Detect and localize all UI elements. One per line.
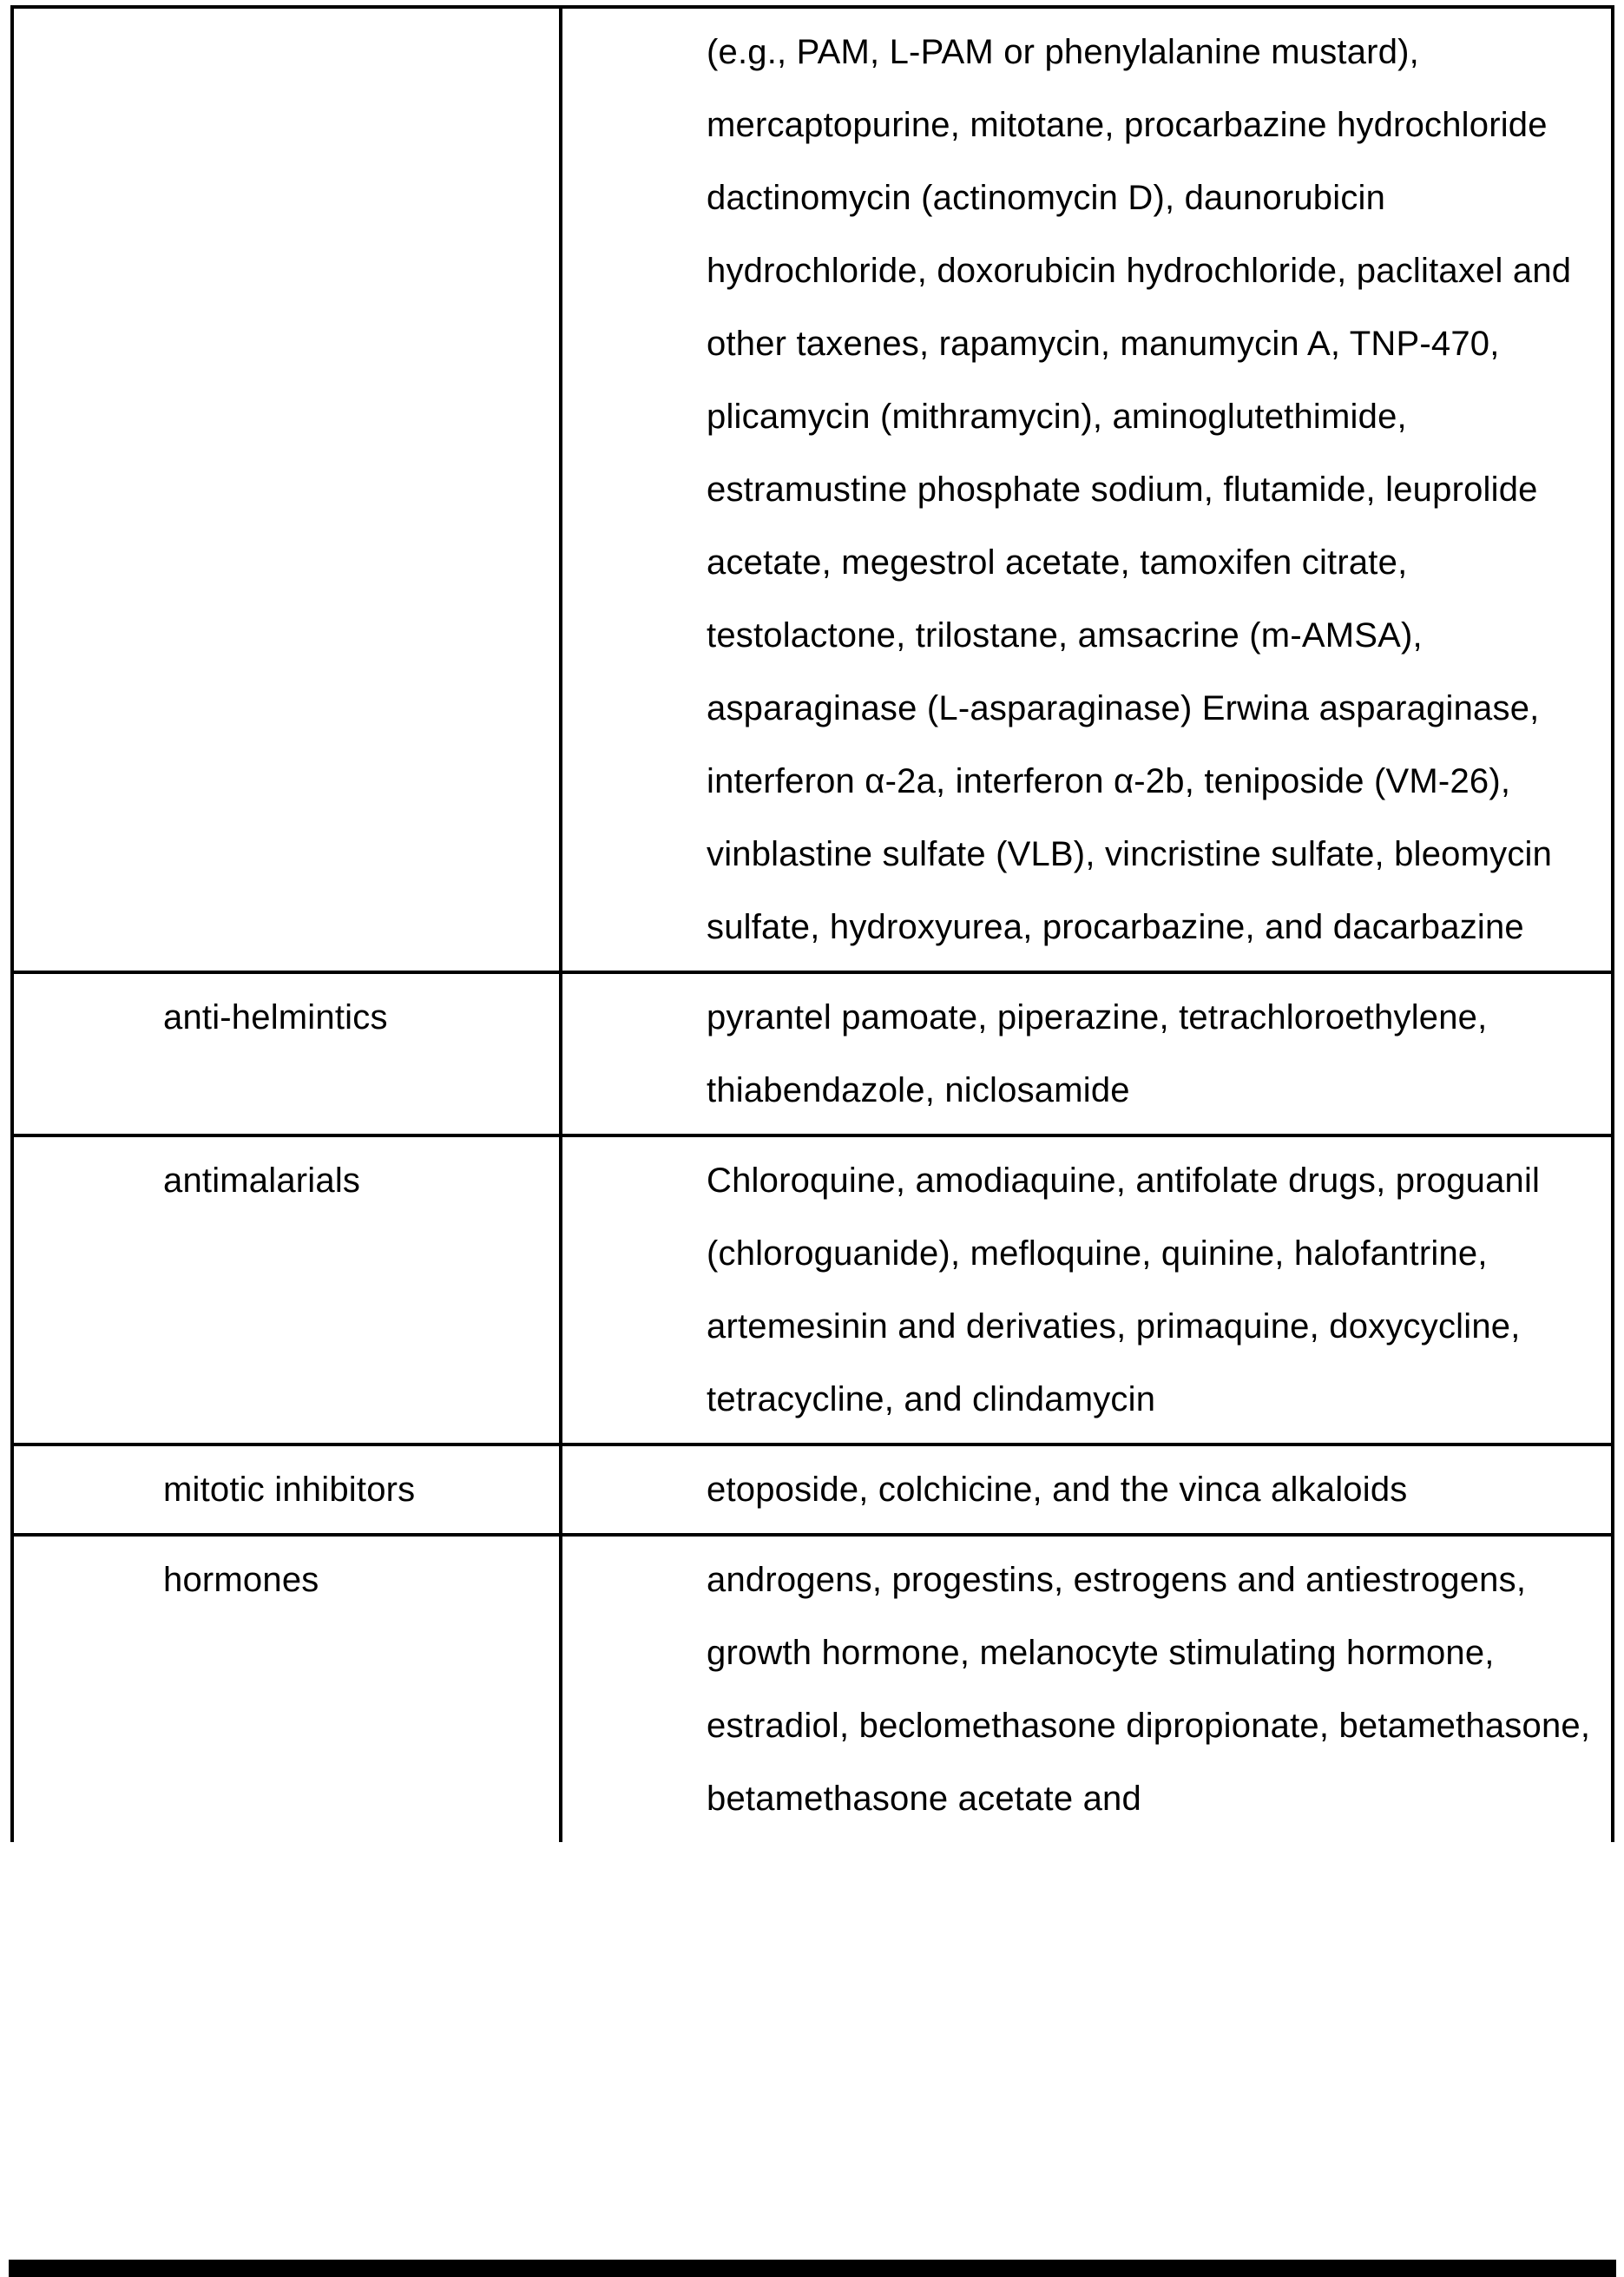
drugs-cell: (e.g., PAM, L-PAM or phenylalanine mustard), mercaptopurine, mitotane, procarbazine hydrochloride dactinomycin (actinomycin D), daunorubicin hydrochloride, doxorubicin hydrochloride, paclitaxel and other taxenes, rapamycin, manumycin A, TNP-470, plicamycin (mithramycin), aminoglutethimide, estramustine phosphate sodium, flutamide, leuprolide acetate, megestrol acetate, tamoxifen citrate, testolactone, trilostane, amsacrine (m-AMSA), asparaginase (L-asparaginase) Erwina asparaginase, interferon α-2a, interferon α-2b, teniposide (VM-26), vinblastine sulfate (VLB), vincristine sulfate, bleomycin sulfate, hydroxyurea, procarbazine, and dacarbazine: [707, 33, 1572, 946]
table-row: [14, 9, 1611, 974]
category-cell: antimalarials: [14, 1137, 562, 1443]
category-cell: mitotic inhibitors: [14, 1446, 562, 1533]
table-bottom-border: [9, 2260, 1616, 2277]
table-row: [14, 1446, 1611, 1537]
table-row: [14, 1537, 1611, 1842]
drugs-cell: androgens, progestins, estrogens and antiestrogens, growth hormone, melanocyte stimulating hormone, estradiol, beclomethasone dipropionate, betamethasone, betamethasone acetate and: [707, 1561, 1591, 1818]
drug-category-table: [10, 5, 1614, 1842]
drugs-cell: etoposide, colchicine, and the vinca alkaloids: [707, 1471, 1408, 1509]
table-row: [14, 1137, 1611, 1446]
category-cell: [14, 9, 562, 971]
category-cell: anti-helmintics: [14, 974, 562, 1134]
drugs-cell: pyrantel pamoate, piperazine, tetrachloroethylene, thiabendazole, niclosamide: [707, 998, 1488, 1109]
drugs-cell: Chloroquine, amodiaquine, antifolate drugs, proguanil (chloroguanide), mefloquine, quinine, halofantrine, artemesinin and derivaties, primaquine, doxycycline, tetracycline, and clindamycin: [707, 1162, 1541, 1418]
table-row: [14, 974, 1611, 1137]
category-cell: hormones: [14, 1537, 562, 1842]
